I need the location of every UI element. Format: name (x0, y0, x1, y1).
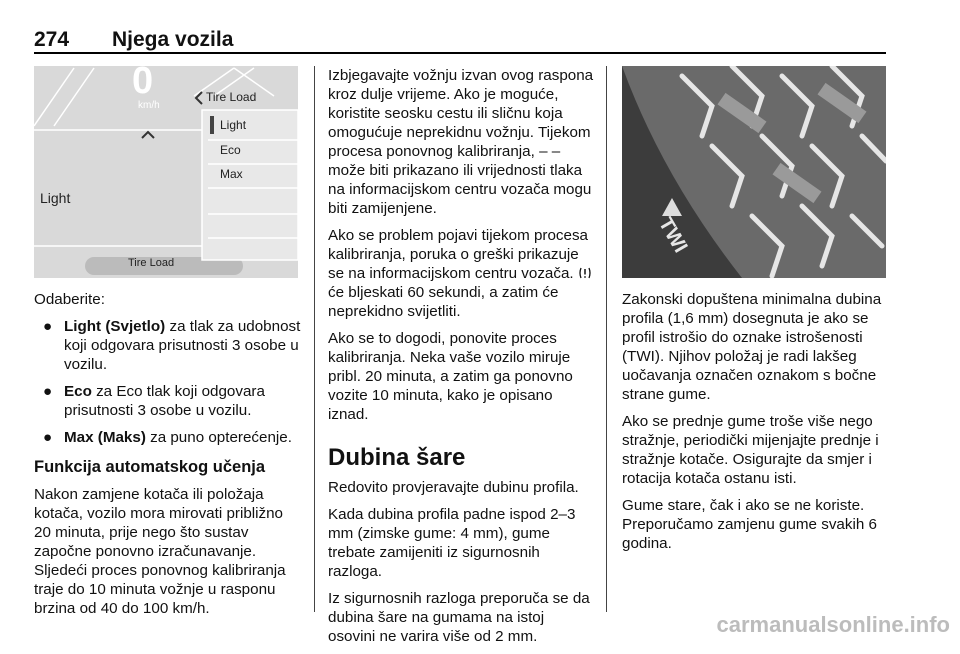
column-1 (34, 290, 302, 626)
paragraph-part: će bljeskati 60 sekundi, a zatim će neprekidno svijetliti. (328, 284, 559, 320)
intro-text: Odaberite: (34, 291, 105, 308)
page-title: Njega vozila (112, 28, 234, 51)
bullet-eco (34, 382, 302, 420)
paragraph-part: Ako se problem pojavi tijekom procesa kalibriranja, poruka o greški prikazuje se na informacijskom centru vozača. (328, 227, 588, 282)
menu-item-eco: Eco (220, 143, 241, 157)
screen-frame (34, 66, 298, 278)
column-divider-1 (314, 66, 315, 612)
current-selection: Light (40, 190, 71, 206)
tire-load-screen-figure (34, 66, 298, 278)
paragraph: Ako se to dogodi, ponovite proces kalibriranja. Neka vaše vozilo miruje pribl. 20 minuta, a zatim ga ponovno vozite 10 minuta, kako je opisano iznad. (328, 330, 573, 423)
paragraph: Gume stare, čak i ako se ne koriste. Preporučamo zamjenu gume svakih 6 godina. (622, 497, 877, 552)
speed-unit: km/h (138, 100, 160, 111)
watermark: carmanualsonline.info (716, 612, 950, 637)
tire-tread-figure (622, 66, 886, 278)
paragraph: Izbjegavajte vožnju izvan ovog raspona kroz dulje vrijeme. Ako je moguće, koristite seosku cestu ili sličnu koja omogućuje neprekidnu vožnju. Tijekom procesa ponovnog kalibriranja, – – može biti prikazano ili vrijednosti tlaka na informacijskom centru vozača mogu biti zamijenjene. (328, 67, 594, 217)
header-rule (34, 52, 886, 54)
paragraph: Kada dubina profila padne ispod 2–3 mm (zimske gume: 4 mm), gume trebate zamijeniti iz sigurnosnih razloga. (328, 506, 576, 580)
paragraph: Iz sigurnosnih razloga preporuča se da dubina šare na gumama na istoj osovini ne varira više od 2 mm. (328, 590, 590, 645)
bullet-term: Eco (64, 383, 92, 400)
page-number: 274 (34, 28, 70, 51)
bullet-icon: ● (43, 429, 53, 446)
paragraph: Redovito provjeravajte dubinu profila. (328, 479, 579, 496)
section-heading-auto-learn: Funkcija automatskog učenja (34, 458, 266, 476)
menu-item-max: Max (220, 167, 243, 181)
bullet-term: Max (Maks) (64, 429, 146, 446)
paragraph: Ako se prednje gume troše više nego stražnje, periodički mijenjajte prednje i stražnje kotače. Osigurajte da smjer i rotacija kotača ostanu isti. (622, 413, 879, 487)
bullet-term: Light (Svjetlo) (64, 318, 166, 335)
bullet-icon: ● (43, 318, 53, 335)
bullet-text: za Eco tlak koji odgovara prisutnosti 3 osobe u vozilu. (64, 383, 265, 419)
twi-label: TWI (654, 213, 692, 257)
speed-digit: 0 (132, 66, 154, 102)
section-heading-tread-depth: Dubina šare (328, 444, 466, 471)
paragraph: Zakonski dopuštena minimalna dubina profila (1,6 mm) dosegnuta je ako se profil istrošio do oznake istrošenosti (TWI). Njihov položaj je radi lakšeg uočavanja označen oznakom s bočne strane gume. (622, 291, 882, 403)
column-3 (622, 290, 888, 561)
back-label: Tire Load (206, 90, 257, 104)
bullet-text: za tlak za udobnost koji odgovara prisutnosti 3 osobe u vozilu. (64, 318, 301, 373)
menu-item-light: Light (220, 118, 247, 132)
bullet-icon: ● (43, 383, 53, 400)
bullet-light (34, 317, 302, 374)
column-2 (328, 66, 594, 654)
bullet-text: za puno opterećenje. (145, 429, 292, 446)
paragraph: Nakon zamjene kotača ili položaja kotača, vozilo mora mirovati približno 20 minuta, prije nego što sustav započne ponovno izračunavanje. Sljedeći proces ponovnog kalibriranja traje do 10 minuta vožnje u rasponu brzina od 40 do 100 km/h. (34, 486, 286, 617)
tpms-warning-icon (578, 266, 592, 280)
bullet-max (34, 428, 302, 447)
tire-tread-drawing (622, 66, 886, 278)
paragraph (328, 226, 594, 321)
bottom-tab-label: Tire Load (128, 257, 175, 269)
column-divider-2 (606, 66, 607, 612)
